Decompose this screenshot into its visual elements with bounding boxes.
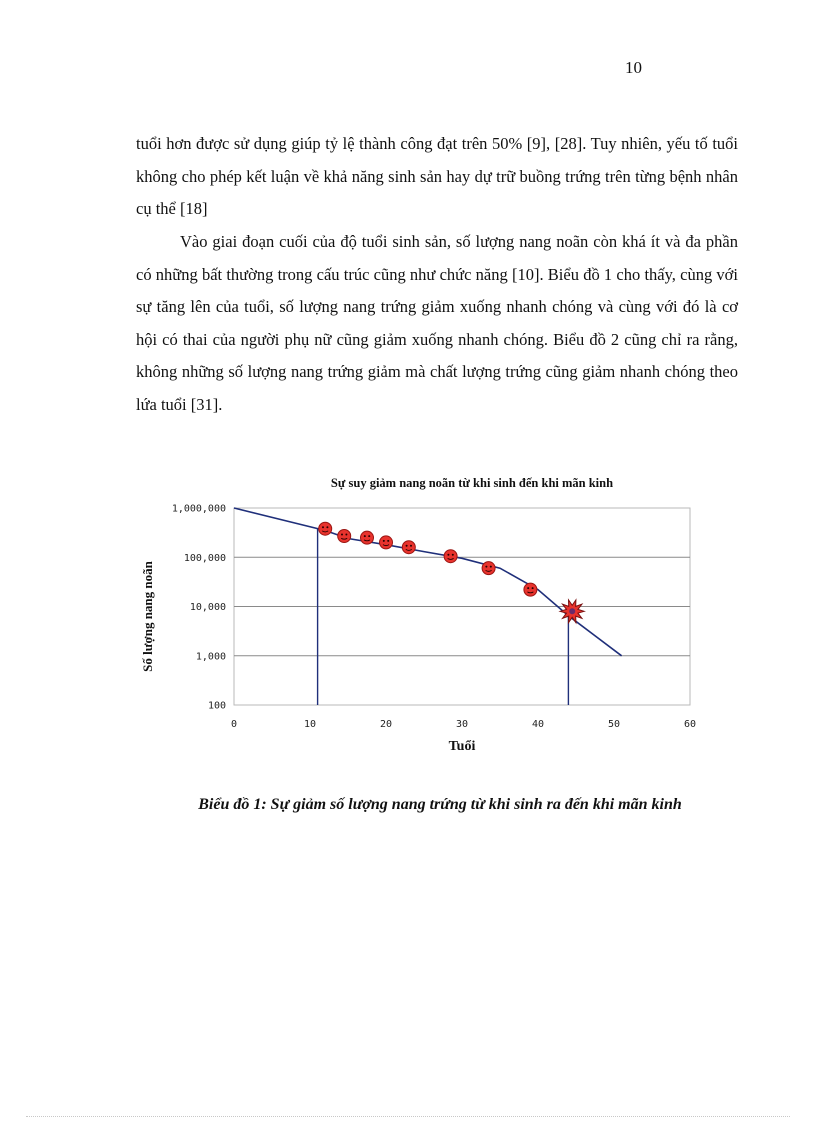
x-tick-label: 40 <box>531 719 545 730</box>
x-tick-label: 20 <box>379 719 393 730</box>
y-axis-label: Số lượng nang noãn <box>140 561 155 672</box>
face-marker-eye <box>326 526 328 528</box>
face-marker-eye <box>452 554 454 556</box>
y-tick-label: 10,000 <box>189 602 226 613</box>
face-marker-eye <box>490 566 492 568</box>
face-marker-eye <box>485 566 487 568</box>
face-marker-eye <box>527 587 529 589</box>
face-marker-eye <box>387 540 389 542</box>
page-number: 10 <box>625 58 642 77</box>
y-tick-label: 100,000 <box>183 552 226 564</box>
face-marker-eye <box>368 535 370 537</box>
x-tick-label: 30 <box>455 719 469 730</box>
paragraph-1: tuổi hơn được sử dụng giúp tỷ lệ thành công đạt trên 50% [9], [28]. Tuy nhiên, yếu tố tuổi không cho phép kết luận về khả năng sinh sản hay dự trữ buồng trứng trên từng bệnh nhân cụ thể [18] <box>136 134 738 218</box>
face-marker <box>402 541 415 554</box>
face-marker-eye <box>406 545 408 547</box>
x-tick-label: 60 <box>683 719 697 730</box>
x-tick-label: 50 <box>607 719 621 730</box>
figure-caption: Biểu đồ 1: Sự giảm số lượng nang trứng từ khi sinh ra đến khi mãn kinh <box>198 796 682 813</box>
face-marker-eye <box>345 534 347 536</box>
x-tick-label: 10 <box>303 719 317 730</box>
face-marker <box>524 583 537 596</box>
x-tick-label: 0 <box>230 719 238 730</box>
face-marker <box>338 530 351 543</box>
face-marker-eye <box>410 545 412 547</box>
face-marker <box>361 531 374 544</box>
series-line <box>234 508 622 656</box>
starburst-marker-core <box>569 608 575 614</box>
face-marker-eye <box>341 534 343 536</box>
face-marker <box>482 562 495 575</box>
y-tick-label: 1,000,000 <box>171 503 226 515</box>
y-tick-label: 1,000 <box>195 651 226 663</box>
face-marker-eye <box>447 554 449 556</box>
y-tick-label: 100 <box>207 700 226 712</box>
follicle-decline-chart <box>126 465 716 760</box>
paragraph-2: Vào giai đoạn cuối của độ tuổi sinh sản, số lượng nang noãn còn khá ít và đa phần có những bất thường trong cấu trúc cũng như chức năng [10]. Biểu đồ 1 cho thấy, cùng với sự tăng lên của tuổi, số lượng nang trứng giảm xuống nhanh chóng và cùng với đó là cơ hội có thai của người phụ nữ cũng giảm xuống nhanh chóng. Biểu đồ 2 cũng chỉ ra rằng, không những số lượng nang trứng giảm mà chất lượng trứng cũng giảm nhanh chóng theo lứa tuổi [31]. <box>136 232 738 414</box>
chart-title: Sự suy giảm nang noãn từ khi sinh đến khi mãn kinh <box>330 476 614 490</box>
x-axis-label: Tuổi <box>448 739 476 754</box>
face-marker-eye <box>532 587 534 589</box>
face-marker <box>444 550 457 563</box>
face-marker <box>319 522 332 535</box>
face-marker <box>380 536 393 549</box>
face-marker-eye <box>364 535 366 537</box>
footer-dotted-rule <box>26 1116 790 1117</box>
face-marker-eye <box>322 526 324 528</box>
face-marker-eye <box>383 540 385 542</box>
